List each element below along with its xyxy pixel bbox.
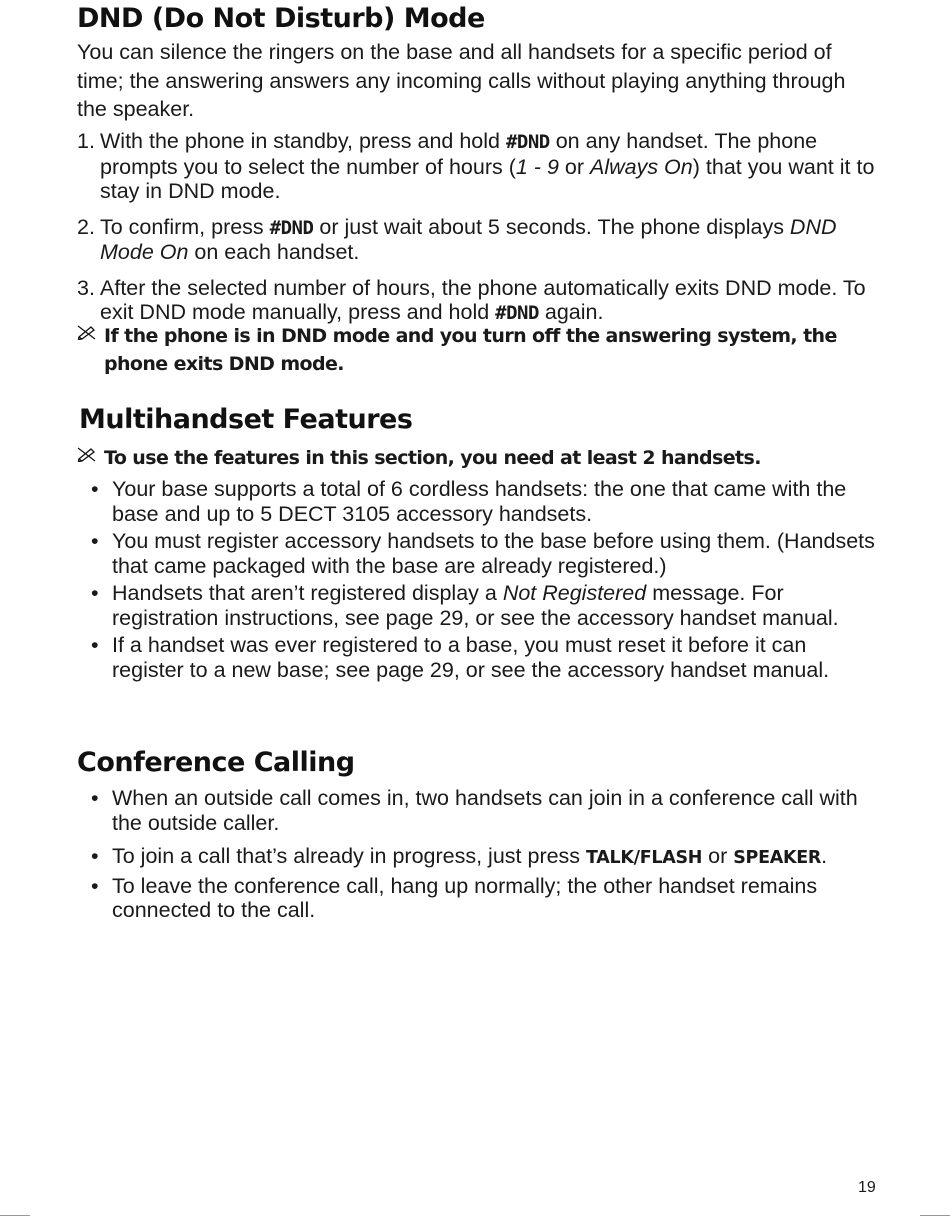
dnd-step-1 [77,129,877,204]
multihandset-section-title: Multihandset Features [79,404,413,435]
dnd-key: #DND [269,216,314,239]
dnd-step-3 [77,276,877,326]
dnd-intro: You can silence the ringers on the base and all handsets for a specific period of time; the answering answers any incoming calls without playing anything through the speaker. [77,40,846,121]
always-on-option: Always On [589,154,693,179]
bullet-text: If a handset was ever registered to a base, you must reset it before it can register to a new base; see page 29, or see the accessory handset manual. [112,633,830,682]
step-number: 1. [77,129,95,153]
list-item [77,844,877,871]
list-item [77,633,877,682]
step-text: After the selected number of hours, the phone automatically exits DND mode. To exit DND mode manually, press and hold [100,275,866,324]
bullet-glyph: • [91,477,99,501]
bullet-glyph: • [91,581,99,605]
list-item [77,786,877,835]
list-item [77,529,877,578]
step-number: 2. [77,214,95,239]
list-item [77,477,877,526]
conference-bullets [77,786,877,923]
list-item [77,874,877,923]
step-text: again. [538,300,604,324]
multihandset-bullets [77,477,877,682]
bullet-glyph: • [91,844,99,868]
dnd-note [77,322,867,378]
bullet-text: Your base supports a total of 6 cordless handsets: the one that came with the base and up to 5 DECT 3105 accessory handsets. [112,477,847,526]
dnd-key: #DND [505,131,550,153]
crop-mark-right [920,1215,950,1216]
bullet-text: To leave the conference call, hang up normally; the other handset remains connected to the call. [112,873,818,922]
step-text: With the phone in standby, press and hold [100,129,506,153]
step-text: on each handset. [188,240,360,264]
speaker-key: SPEAKER [733,848,822,868]
note-pencil-icon [77,324,97,340]
display-message: DND Mode On [100,214,837,264]
multihandset-note [77,444,867,472]
bullet-text: When an outside call comes in, two handsets can join in a conference call with the outside caller. [112,786,858,835]
dnd-steps [77,129,877,337]
note-text: To use the features in this section, you need at least 2 handsets. [104,447,761,469]
bullet-text: or [702,844,734,868]
dnd-key: #DND [495,302,539,324]
page-number: 19 [858,1179,876,1196]
bullet-glyph: • [91,873,99,898]
not-registered-message: Not Registered [502,581,647,605]
talk-flash-key: TALK/FLASH [586,848,703,868]
step-text: ) that you want it to stay in DND mode. [100,154,875,203]
bullet-glyph: • [91,786,99,810]
note-text: If the phone is in DND mode and you turn off the answering system, the phone exits DND mode. [104,325,837,375]
bullet-text: You must register accessory handsets to the base before using them. (Handsets that came packaged with the base are already registered.) [112,529,875,578]
dnd-section-title: DND (Do Not Disturb) Mode [77,3,485,34]
bullet-text: . [821,844,828,868]
note-pencil-icon [77,446,97,462]
bullet-text: To join a call that’s already in progress, just press [112,844,587,868]
bullet-text: Handsets that aren’t registered display a [112,581,503,605]
crop-mark-left [0,1215,30,1216]
dnd-step-2 [77,215,877,265]
conference-section-title: Conference Calling [77,747,355,778]
bullet-glyph: • [91,633,99,657]
hours-range: 1 - 9 [515,154,559,179]
list-item [77,581,877,630]
step-text: or [558,154,590,179]
step-text: or just wait about 5 seconds. The phone displays [313,214,790,239]
bullet-text: message. For registration instructions, see page 29, or see the accessory handset manual. [112,581,839,630]
bullet-glyph: • [91,529,99,553]
step-number: 3. [77,275,95,300]
step-text: on any handset. The phone prompts you to select the number of hours ( [100,129,818,179]
step-text: To confirm, press [100,214,270,239]
